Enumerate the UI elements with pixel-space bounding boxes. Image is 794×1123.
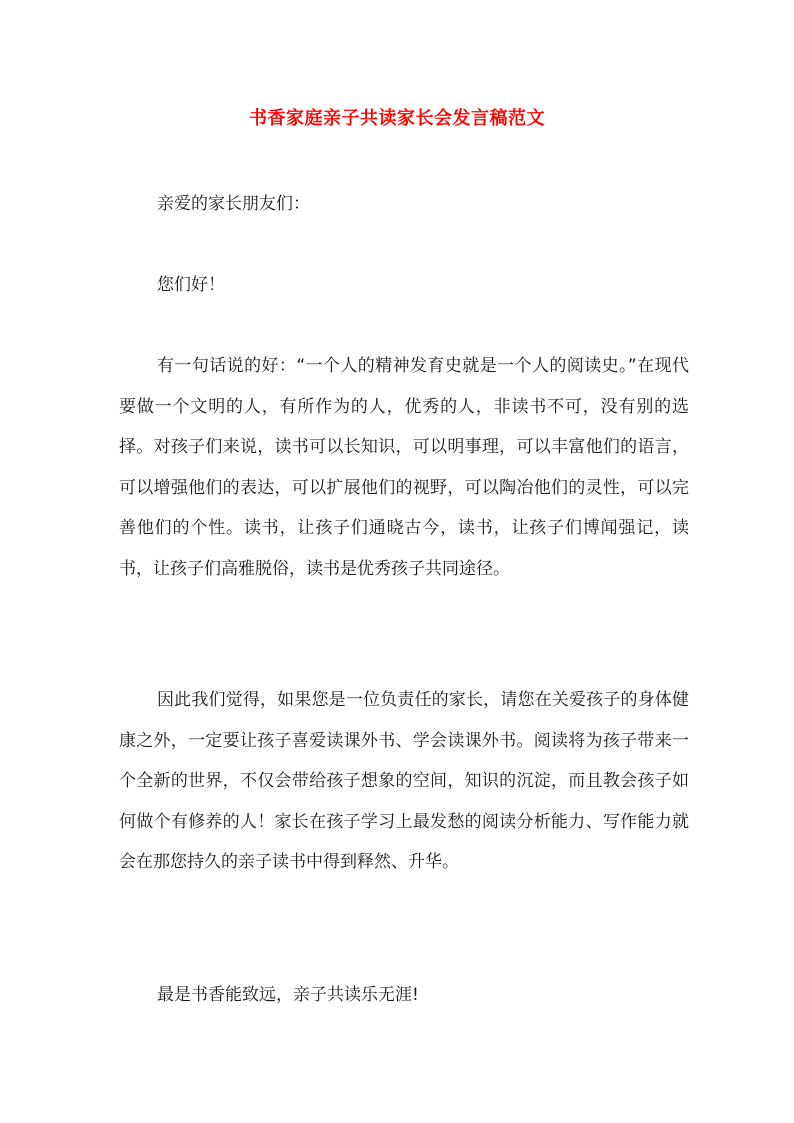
salutation-paragraph: 您们好！ <box>157 275 225 295</box>
greeting-paragraph: 亲爱的家长朋友们： <box>157 194 310 214</box>
body-paragraph-1: 有一句话说的好：“一个人的精神发育史就是一个人的阅读史。”在现代要做一个文明的人，有所作为的人，优秀的人，非读书不可，没有别的选择。对孩子们来说，读书可以长知识，可以明事理，可以丰富他们的语言，可以增强他们的表达，可以扩展他们的视野，可以陶冶他们的灵性，可以完善他们的个性。读书，让孩子们通晓古今，读书，让孩子们博闻强记，读书，让孩子们高雅脱俗，读书是优秀孩子共同途径。 <box>119 356 689 579</box>
body-paragraph-2: 因此我们觉得，如果您是一位负责任的家长，请您在关爱孩子的身体健康之外，一定要让孩子喜爱读课外书、学会读课外书。阅读将为孩子带来一个全新的世界，不仅会带给孩子想象的空间，知识的沉淀，而且教会孩子如何做个有修养的人！家长在孩子学习上最发愁的阅读分析能力、写作能力就会在那您持久的亲子读书中得到释然、升华。 <box>119 690 689 873</box>
closing-paragraph: 最是书香能致远，亲子共读乐无涯! <box>157 985 419 1005</box>
document-title: 书香家庭亲子共读家长会发言稿范文 <box>249 108 545 129</box>
